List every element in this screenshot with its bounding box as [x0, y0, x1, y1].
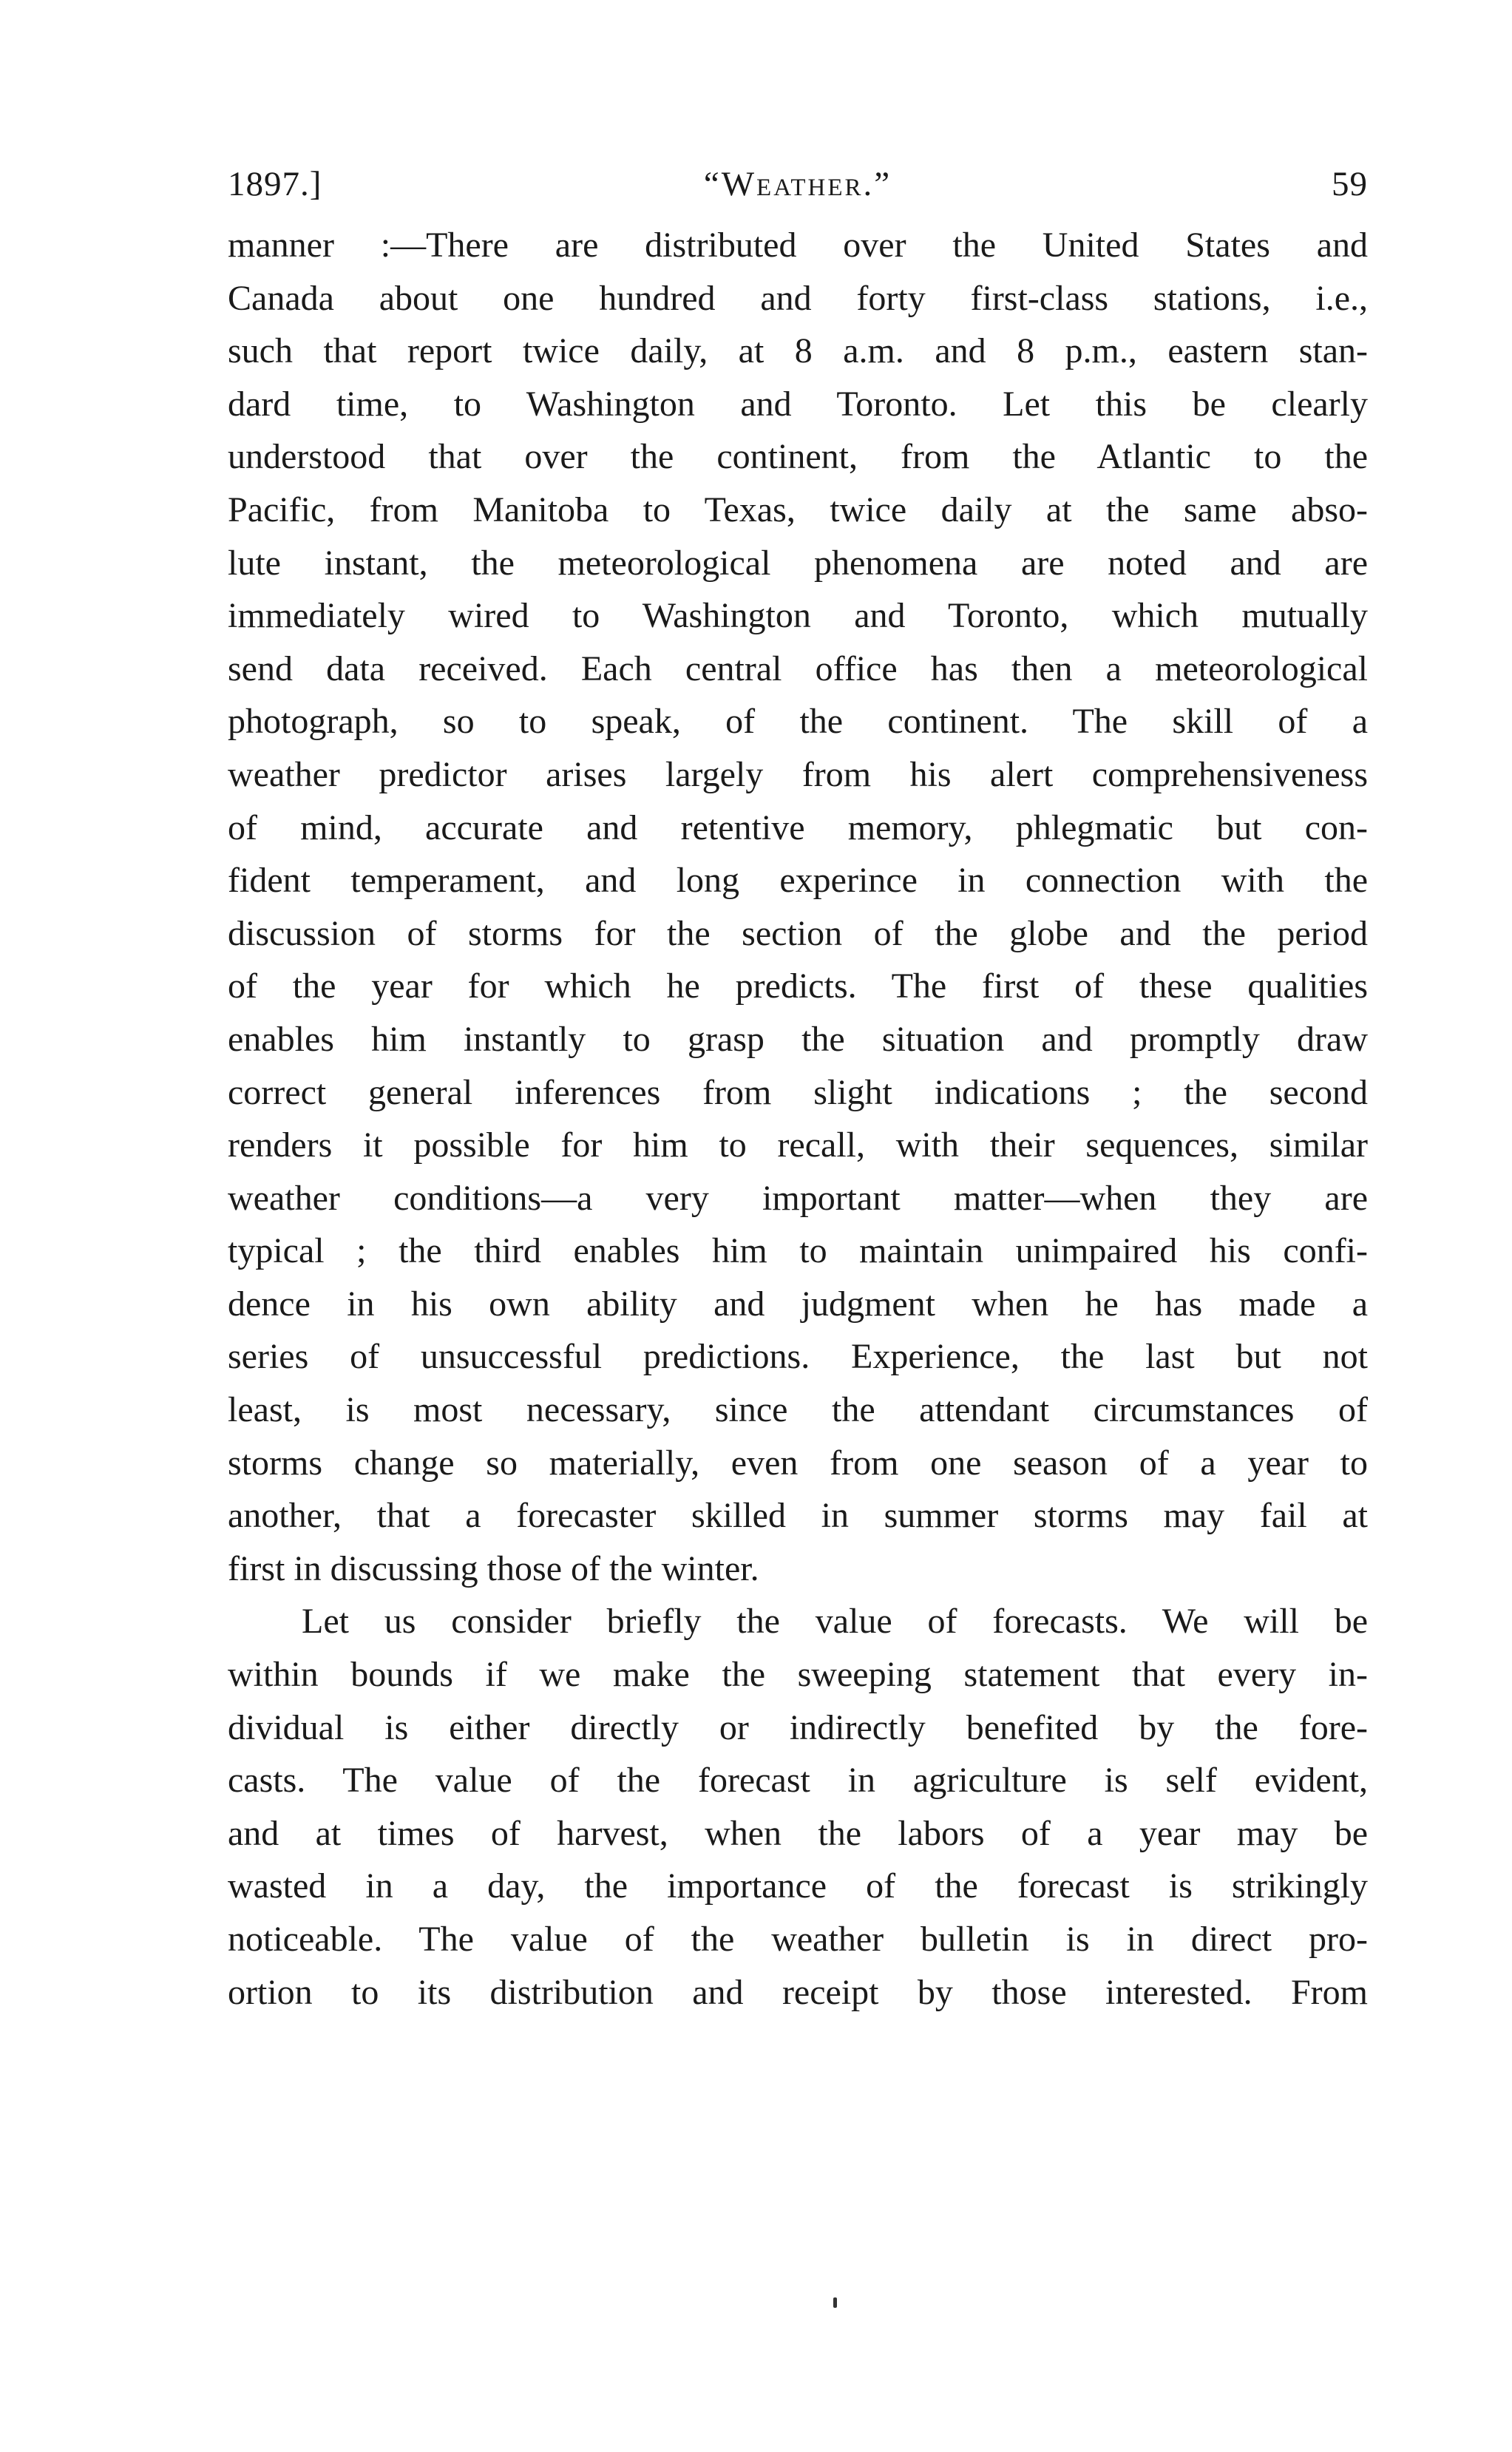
text-line: series of unsuccessful predictions. Experience, the last but not: [228, 1337, 1368, 1377]
text-line: Canada about one hundred and forty first-class stations, i.e.,: [228, 278, 1368, 318]
text-line: weather predictor arises largely from his alert comprehensiveness: [228, 754, 1368, 794]
running-head-year: 1897.]: [228, 165, 322, 203]
text-line: noticeable. The value of the weather bulletin is in direct pro-: [228, 1920, 1368, 1959]
text-line: casts. The value of the forecast in agriculture is self evident,: [228, 1761, 1368, 1801]
text-line: correct general inferences from slight indications ; the second: [228, 1072, 1368, 1112]
paragraph: [228, 219, 1368, 1595]
text-line: dence in his own ability and judgment when he has made a: [228, 1284, 1368, 1324]
text-line: immediately wired to Washington and Toronto, which mutually: [228, 596, 1368, 636]
text-line: such that report twice daily, at 8 a.m. and 8 p.m., eastern stan-: [228, 331, 1368, 371]
text-line: enables him instantly to grasp the situation and promptly draw: [228, 1019, 1368, 1059]
text-line: typical ; the third enables him to maintain unimpaired his confi-: [228, 1231, 1368, 1271]
text-line: dard time, to Washington and Toronto. Let this be clearly: [228, 384, 1368, 424]
text-line: manner :—There are distributed over the United States and: [228, 226, 1368, 265]
paragraph: [228, 1595, 1368, 2019]
ink-speck: [833, 2297, 837, 2308]
text-line: photograph, so to speak, of the continent. The skill of a: [228, 702, 1368, 742]
text-line: understood that over the continent, from the Atlantic to the: [228, 437, 1368, 477]
text-line: weather conditions—a very important matter—when they are: [228, 1178, 1368, 1218]
text-line: lute instant, the meteorological phenomena are noted and are: [228, 543, 1368, 583]
text-line: least, is most necessary, since the attendant circumstances of: [228, 1390, 1368, 1430]
text-line: of mind, accurate and retentive memory, phlegmatic but con-: [228, 807, 1368, 847]
text-line: wasted in a day, the importance of the forecast is strikingly: [228, 1866, 1368, 1906]
text-line: first in discussing those of the winter.: [228, 1548, 759, 1588]
text-line: dividual is either directly or indirectly benefited by the fore-: [228, 1707, 1368, 1747]
book-page: [228, 155, 1368, 2019]
running-head: [228, 155, 1368, 214]
text-line: within bounds if we make the sweeping statement that every in-: [228, 1655, 1368, 1695]
text-line: discussion of storms for the section of the globe and the period: [228, 913, 1368, 953]
text-line: send data received. Each central office has then a meteorological: [228, 648, 1368, 688]
text-line: Let us consider briefly the value of forecasts. We will be: [302, 1602, 1368, 1642]
text-line: fident temperament, and long experince in connection with the: [228, 861, 1368, 901]
text-line: of the year for which he predicts. The first of these qualities: [228, 966, 1368, 1006]
text-line: storms change so materially, even from one season of a year to: [228, 1443, 1368, 1483]
text-line: renders it possible for him to recall, with their sequences, similar: [228, 1125, 1368, 1165]
page-number: 59: [1332, 165, 1368, 203]
text-line: Pacific, from Manitoba to Texas, twice daily at the same abso-: [228, 490, 1368, 529]
running-head-title: “Weather.”: [703, 165, 892, 203]
text-line: and at times of harvest, when the labors of a year may be: [228, 1813, 1368, 1853]
text-line: ortion to its distribution and receipt by those interested. From: [228, 1972, 1368, 2012]
text-line: another, that a forecaster skilled in summer storms may fail at: [228, 1496, 1368, 1536]
body-text: [228, 219, 1368, 2019]
